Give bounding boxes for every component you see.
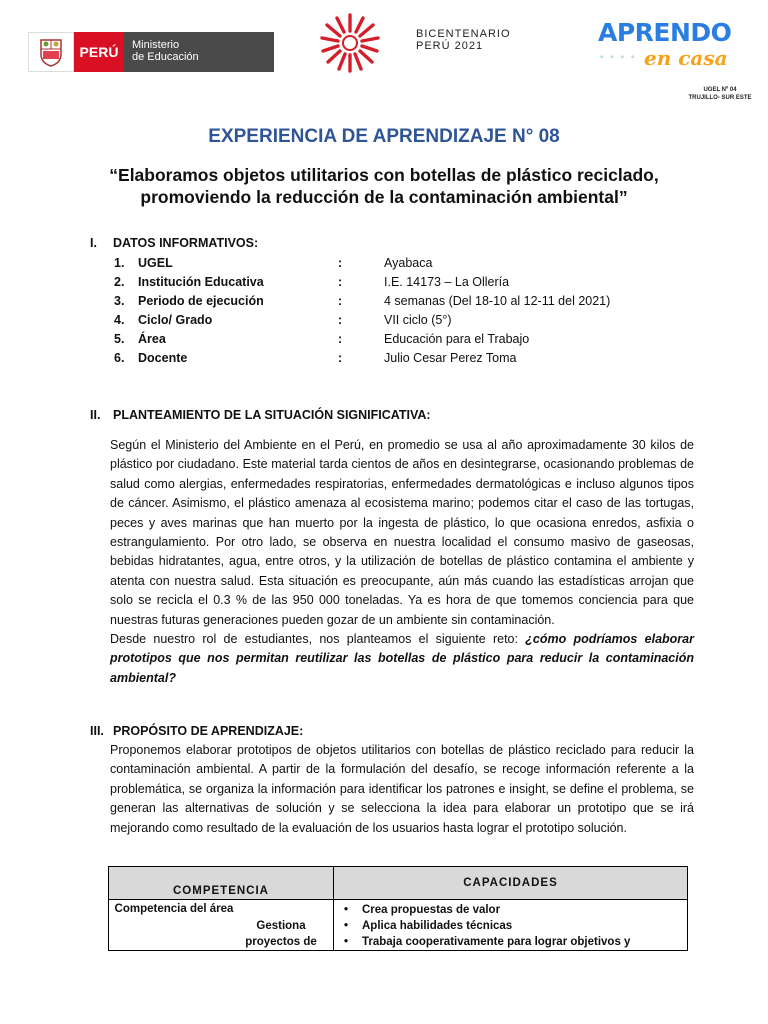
info-row bbox=[110, 332, 710, 351]
info-row bbox=[110, 351, 710, 370]
situation-paragraph bbox=[110, 436, 694, 688]
info-row bbox=[110, 294, 710, 313]
competencia-name: Gestiona proyectos de bbox=[245, 920, 317, 948]
info-row-value: Ayabaca bbox=[384, 256, 433, 270]
info-row-value: I.E. 14173 – La Ollería bbox=[384, 275, 510, 289]
section-2-heading bbox=[90, 408, 431, 422]
challenge-question: ¿cómo podríamos elaborar prototipos que nos permitan reutilizar las botellas de plástico para reducir la contaminación ambiental? bbox=[110, 632, 694, 685]
info-row-key: Área bbox=[138, 332, 166, 346]
section-2-title: PLANTEAMIENTO DE LA SITUACIÓN SIGNIFICATIVA: bbox=[113, 408, 431, 422]
competencia-area-label: Competencia del área bbox=[114, 903, 234, 915]
info-row-number: 5. bbox=[114, 332, 125, 346]
minedu-country-label: PERÚ bbox=[74, 32, 124, 72]
info-row-key: Ciclo/ Grado bbox=[138, 313, 213, 327]
info-row bbox=[110, 313, 710, 332]
info-row-colon: : bbox=[338, 313, 343, 327]
competencies-table bbox=[108, 866, 688, 951]
minedu-ministry-line2: de Educación bbox=[132, 51, 199, 63]
section-2-number: II. bbox=[90, 408, 101, 422]
info-row-number: 4. bbox=[114, 313, 125, 327]
bicentenario-label bbox=[416, 28, 511, 52]
section-1-number: I. bbox=[90, 236, 97, 250]
minedu-logo bbox=[28, 32, 274, 72]
ugel-line1: UGEL Nº 04 bbox=[703, 87, 737, 93]
info-row-number: 1. bbox=[114, 256, 125, 270]
info-row-key: Institución Educativa bbox=[138, 275, 264, 289]
challenge-intro: Desde nuestro rol de estudiantes, nos planteamos el siguiente reto: bbox=[110, 632, 526, 647]
decorative-dots-icon: ◦ ◦ ◦ ◦ bbox=[600, 52, 637, 63]
info-row-colon: : bbox=[338, 256, 343, 270]
main-title: “Elaboramos objetos utilitarios con botellas de plástico reciclado, promoviendo la reducción de la contaminación ambiental” bbox=[109, 165, 659, 207]
table-cell-capacidades bbox=[334, 900, 688, 951]
situation-text: Según el Ministerio del Ambiente en el Perú, en promedio se usa al año aproximadamente 30 kilos de plástico por ciudadano. Este material tarda cientos de años en desintegrarse, ocasionando problemas de salud como alergias, enfermedades respiratorias, enfermedades dermatológicas e incluso algunos tipos de cáncer. Asimismo, el plástico amenaza al ecosistema marino; podemos citar el caso de las tortugas, peces y aves marinas que han muerto por la ingesta de plástico, lo que ocasiona enredos, asfixia o estrangulamiento. Por otro lado, se observa en nuestra localidad el consumo masivo de gaseosas, bebidas hidratantes, agua, entre otros, y la utilización de botellas de plástico contamina el ambiente y atenta con nuestra salud. Esta situación es preocupante, aún más cuando las estadísticas arrojan que solo se recicla el 0.3 % de las 950 000 toneladas. Ya es hora de que tomemos conciencia para que nuestras futuras generaciones pueden gozar de un ambiente sin contaminación. bbox=[110, 438, 694, 627]
aprendo-en-casa-logo bbox=[596, 18, 746, 88]
ugel-note bbox=[680, 86, 760, 102]
bicentenario-line2: PERÚ 2021 bbox=[416, 40, 484, 52]
info-row-key: UGEL bbox=[138, 256, 173, 270]
table-header-competencia: COMPETENCIA bbox=[109, 867, 334, 900]
aprendo-word: APRENDO bbox=[598, 18, 732, 47]
minedu-ministry-line1: Ministerio bbox=[132, 39, 180, 51]
table-cell-competencia bbox=[109, 900, 334, 951]
info-row-colon: : bbox=[338, 351, 343, 365]
info-row-key: Periodo de ejecución bbox=[138, 294, 264, 308]
purpose-paragraph: Proponemos elaborar prototipos de objetos utilitarios con botellas de plástico reciclado para reducir la contaminación ambiental. A partir de la formulación del desafío, se recoge información referente a la problemática, se organiza la información para identificar los patrones e insight, se define el problema, se generan las alternativas de solución y se selecciona la idea para elaborar un prototipo que se irá mejorando como resultado de la evaluación de los usuarios hasta lograr el prototipo solución. bbox=[110, 743, 694, 835]
info-row-value: 4 semanas (Del 18-10 al 12-11 del 2021) bbox=[384, 294, 611, 308]
info-row-colon: : bbox=[338, 275, 343, 289]
minedu-ministry-label bbox=[124, 32, 274, 72]
info-row-key: Docente bbox=[138, 351, 188, 365]
section-1-heading bbox=[90, 236, 258, 250]
bicentenario-line1: BICENTENARIO bbox=[416, 28, 511, 40]
info-row-value: VII ciclo (5°) bbox=[384, 313, 452, 327]
info-row-colon: : bbox=[338, 332, 343, 346]
info-row bbox=[110, 256, 710, 275]
info-row-number: 6. bbox=[114, 351, 125, 365]
table-header-capacidades: CAPACIDADES bbox=[334, 867, 688, 900]
section-3-heading bbox=[90, 724, 303, 738]
info-row-number: 2. bbox=[114, 275, 125, 289]
info-row-value: Educación para el Trabajo bbox=[384, 332, 530, 346]
experience-title: EXPERIENCIA DE APRENDIZAJE N° 08 bbox=[208, 126, 560, 147]
capacidad-item: • Crea propuestas de valor bbox=[344, 902, 687, 918]
section-1-title: DATOS INFORMATIVOS: bbox=[113, 236, 259, 250]
info-row-number: 3. bbox=[114, 294, 125, 308]
ugel-line2: TRUJILLO- SUR ESTE bbox=[688, 95, 752, 101]
en-casa-word: en casa bbox=[644, 46, 728, 70]
info-row-value: Julio Cesar Perez Toma bbox=[384, 351, 517, 365]
capacidad-item: • Trabaja cooperativamente para lograr objetivos y bbox=[344, 934, 687, 950]
challenge-text bbox=[110, 630, 694, 688]
peru-coat-of-arms-icon bbox=[28, 32, 74, 72]
section-3-title: PROPÓSITO DE APRENDIZAJE: bbox=[113, 724, 304, 738]
info-row bbox=[110, 275, 710, 294]
info-row-colon: : bbox=[338, 294, 343, 308]
section-3-number: III. bbox=[90, 724, 104, 738]
capacidad-item: • Aplica habilidades técnicas bbox=[344, 918, 687, 934]
